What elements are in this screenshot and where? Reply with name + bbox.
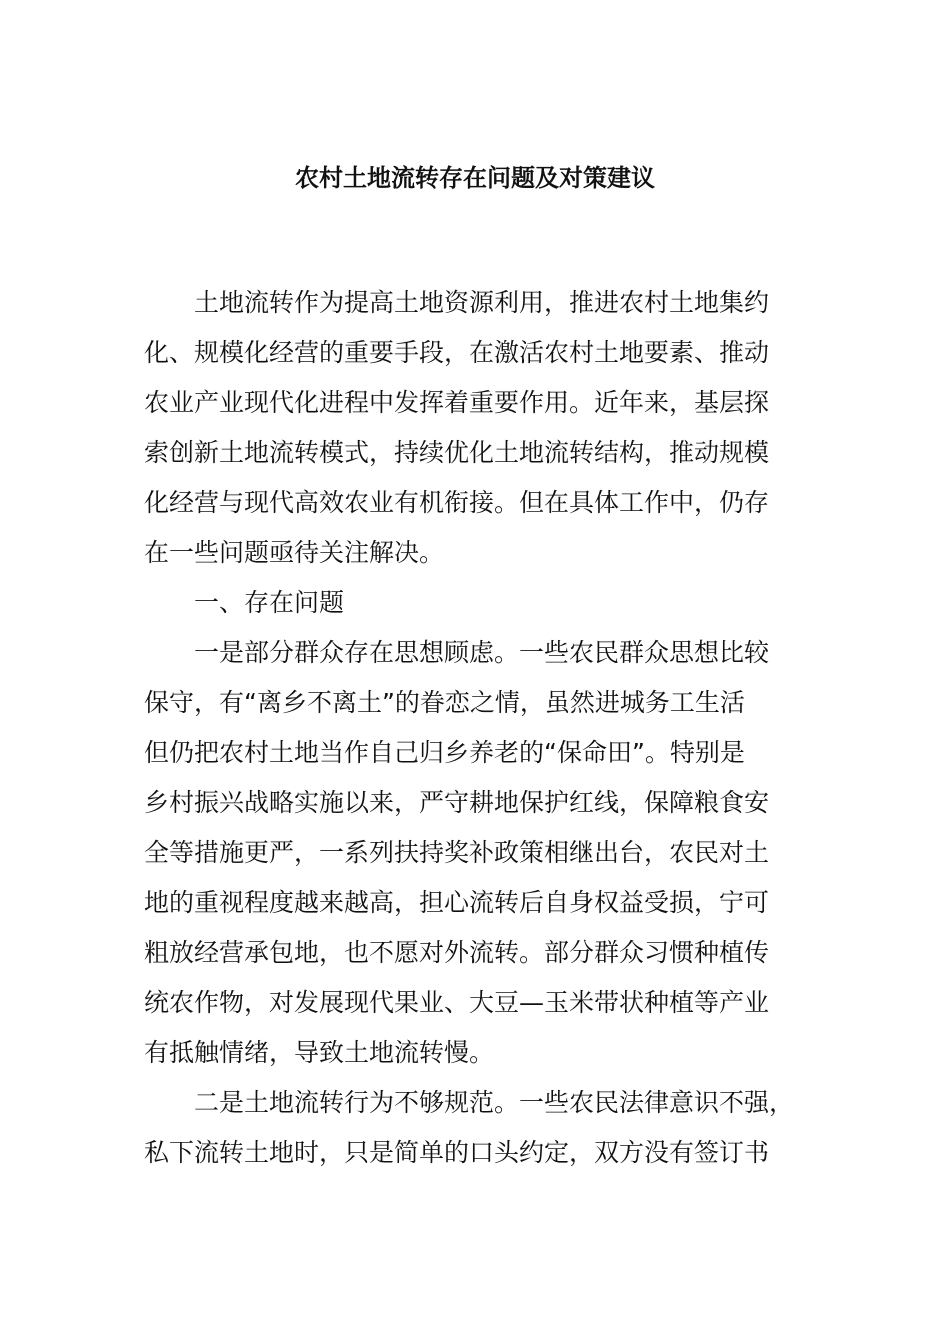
text-line: 粗放经营承包地，也不愿对外流转。部分群众习惯种植传 [144,938,770,967]
text-line: 全等措施更严，一系列扶持奖补政策相继出台，农民对土 [144,838,770,867]
text-line: 一、存在问题 [194,588,345,617]
document-body [144,278,808,1178]
document-title: 农村土地流转存在问题及对策建议 [295,164,655,192]
text-line: 地的重视程度越来越高，担心流转后自身权益受损，宁可 [144,888,770,917]
text-line: 化、规模化经营的重要手段，在激活农村土地要素、推动 [144,338,770,367]
text-line: 土地流转作为提高土地资源利用，推进农村土地集约 [194,288,770,317]
text-line: 二是土地流转行为不够规范。一些农民法律意识不强， [194,1088,795,1117]
text-line: 化经营与现代高效农业有机衔接。但在具体工作中，仍存 [144,488,770,517]
text-line: 乡村振兴战略实施以来，严守耕地保护红线，保障粮食安 [144,788,770,817]
text-line: 索创新土地流转模式，持续优化土地流转结构，推动规模 [144,438,770,467]
text-line: 农业产业现代化进程中发挥着重要作用。近年来，基层探 [144,388,770,417]
text-line: 在一些问题亟待关注解决。 [144,538,445,567]
text-line: 有抵触情绪，导致土地流转慢。 [144,1038,495,1067]
text-line: 但仍把农村土地当作自己归乡养老的“保命田”。特别是 [144,738,745,767]
text-line: 保守，有“离乡不离土”的眷恋之情，虽然进城务工生活 [144,688,745,717]
text-line: 私下流转土地时，只是简单的口头约定，双方没有签订书 [144,1138,770,1167]
text-line: 一是部分群众存在思想顾虑。一些农民群众思想比较 [194,638,770,667]
text-line: 统农作物，对发展现代果业、大豆—玉米带状种植等产业 [144,988,770,1017]
